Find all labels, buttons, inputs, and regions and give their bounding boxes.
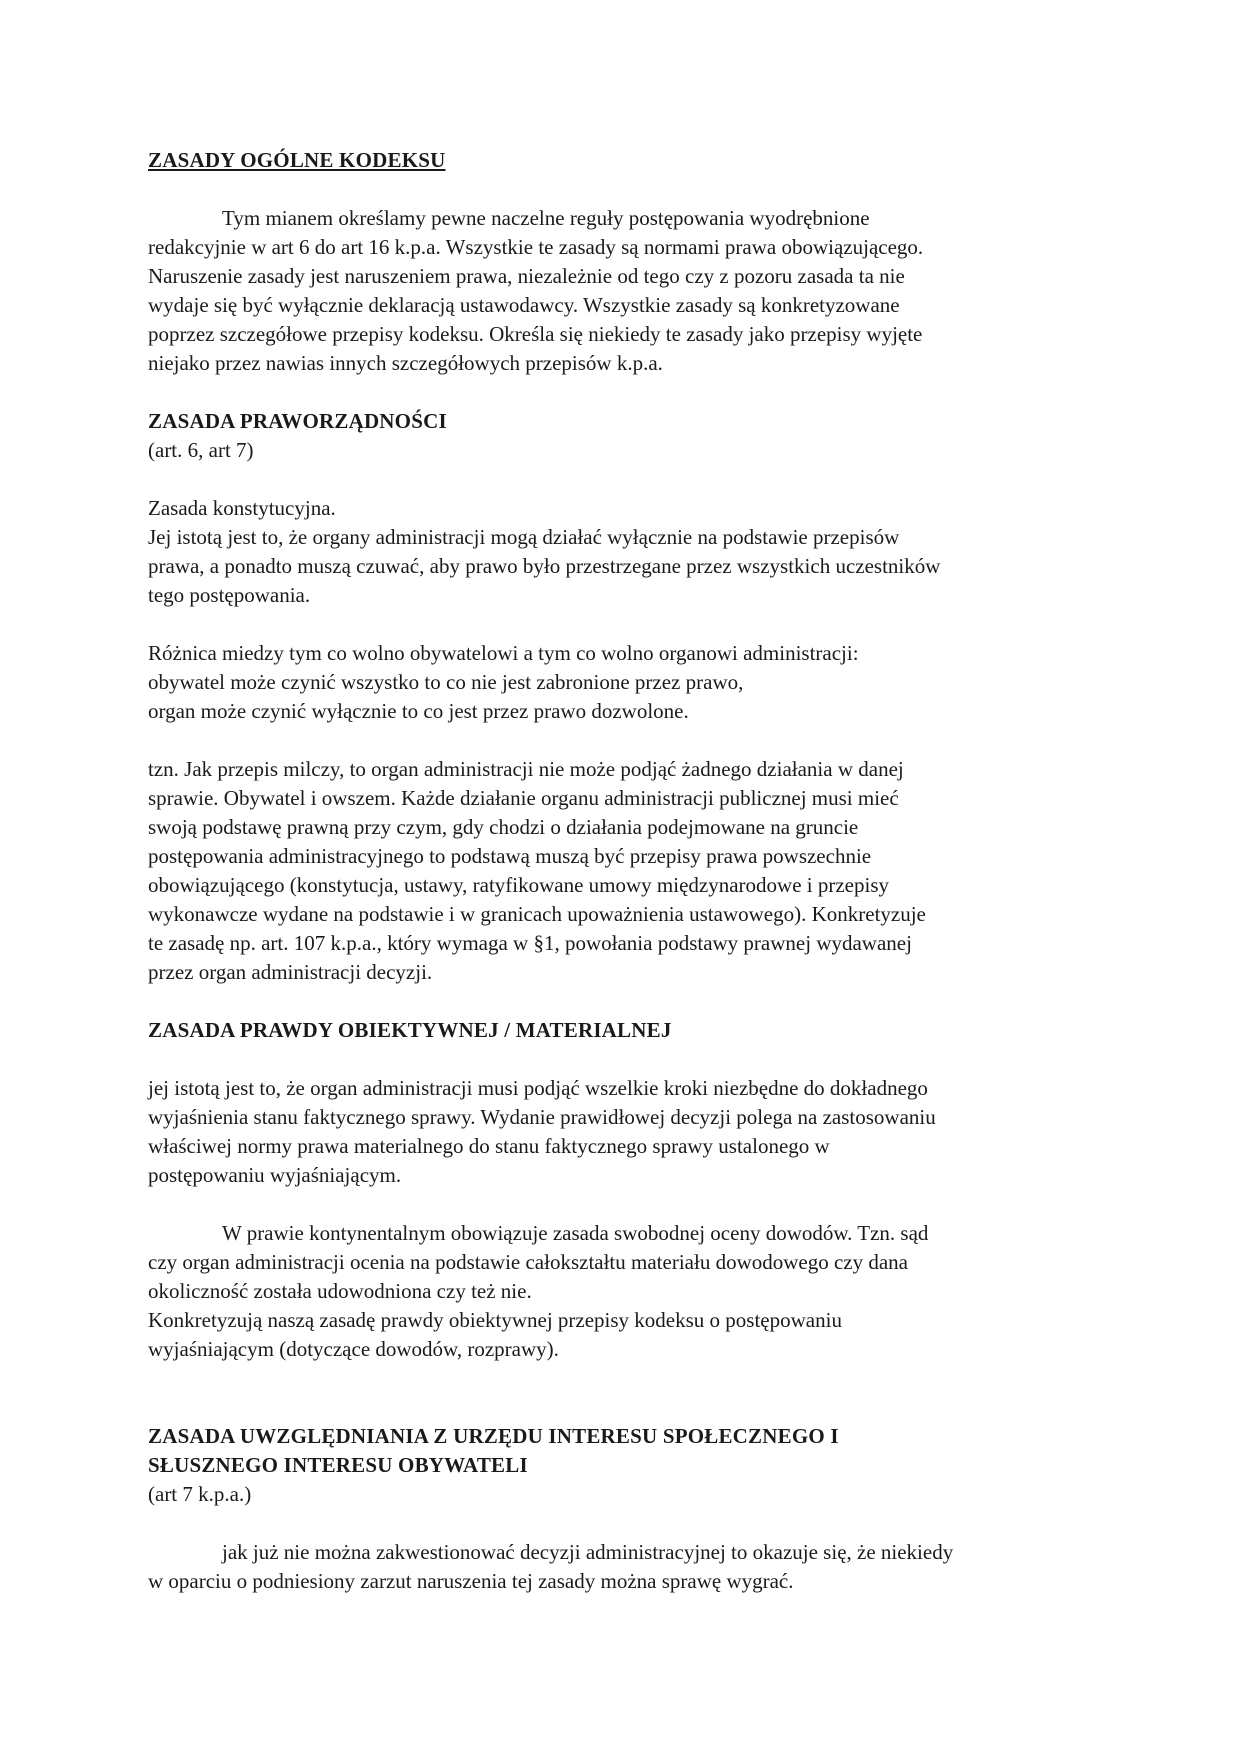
intro-line: Naruszenie zasady jest naruszeniem prawa, niezależnie od tego czy z pozoru zasada ta nie [148, 264, 905, 288]
paragraph-line: Zasada konstytucyjna. [148, 496, 336, 520]
paragraph-line: postępowaniu wyjaśniającym. [148, 1163, 402, 1187]
section-reference: (art 7 k.p.a.) [148, 1482, 252, 1506]
intro-line: redakcyjnie w art 6 do art 16 k.p.a. Wszystkie te zasady są normami prawa obowiązującego. [148, 235, 924, 259]
paragraph-line: wyjaśniającym (dotyczące dowodów, rozprawy). [148, 1337, 559, 1361]
intro-paragraph [148, 204, 1098, 378]
paragraph-line: organ może czynić wyłącznie to co jest przez prawo dozwolone. [148, 699, 689, 723]
paragraph-line: swoją podstawę prawną przy czym, gdy chodzi o działania podejmowane na gruncie [148, 815, 859, 839]
intro-line: poprzez szczegółowe przepisy kodeksu. Określa się niekiedy te zasady jako przepisy wyjęte [148, 322, 923, 346]
intro-line: Tym mianem określamy pewne naczelne reguły postępowania wyodrębnione [222, 206, 870, 230]
paragraph-line: Konkretyzują naszą zasadę prawdy obiektywnej przepisy kodeksu o postępowaniu [148, 1308, 842, 1332]
paragraph-line: okoliczność została udowodniona czy też nie. [148, 1279, 532, 1303]
document-title: ZASADY OGÓLNE KODEKSU [148, 148, 446, 172]
paragraph-line: Jej istotą jest to, że organy administracji mogą działać wyłącznie na podstawie przepisów [148, 525, 900, 549]
paragraph-line: obywatel może czynić wszystko to co nie jest zabronione przez prawo, [148, 670, 744, 694]
section-reference: (art. 6, art 7) [148, 438, 254, 462]
paragraph-line: tego postępowania. [148, 583, 311, 607]
section-prawda-obiektywna [148, 1016, 1098, 1364]
paragraph-line: jej istotą jest to, że organ administracji musi podjąć wszelkie kroki niezbędne do dokładnego [148, 1076, 928, 1100]
paragraph-line: wyjaśnienia stanu faktycznego sprawy. Wydanie prawidłowej decyzji polega na zastosowaniu [148, 1105, 936, 1129]
paragraph-line: te zasadę np. art. 107 k.p.a., który wymaga w §1, powołania podstawy prawnej wydawanej [148, 931, 912, 955]
section-heading: ZASADA PRAWORZĄDNOŚCI [148, 409, 447, 433]
paragraph-line: obowiązującego (konstytucja, ustawy, ratyfikowane umowy międzynarodowe i przepisy [148, 873, 889, 897]
section-heading: SŁUSZNEGO INTERESU OBYWATELI [148, 1453, 528, 1477]
paragraph-line: właściwej normy prawa materialnego do stanu faktycznego sprawy ustalonego w [148, 1134, 830, 1158]
paragraph-line: jak już nie można zakwestionować decyzji administracyjnej to okazuje się, że niekiedy [222, 1540, 954, 1564]
paragraph-line: wykonawcze wydane na podstawie i w granicach upoważnienia ustawowego). Konkretyzuje [148, 902, 926, 926]
paragraph-line: tzn. Jak przepis milczy, to organ administracji nie może podjąć żadnego działania w danej [148, 757, 904, 781]
section-heading: ZASADA PRAWDY OBIEKTYWNEJ / MATERIALNEJ [148, 1018, 672, 1042]
section-praworzadnosc [148, 407, 1098, 987]
paragraph-line: czy organ administracji ocenia na podstawie całokształtu materiału dowodowego czy dana [148, 1250, 908, 1274]
paragraph-line: W prawie kontynentalnym obowiązuje zasada swobodnej oceny dowodów. Tzn. sąd [222, 1221, 929, 1245]
paragraph-line: Różnica miedzy tym co wolno obywatelowi a tym co wolno organowi administracji: [148, 641, 859, 665]
section-heading: ZASADA UWZGLĘDNIANIA Z URZĘDU INTERESU SPOŁECZNEGO I [148, 1424, 839, 1448]
section-interes-spoleczny [148, 1422, 1098, 1596]
paragraph-line: przez organ administracji decyzji. [148, 960, 433, 984]
paragraph-line: prawa, a ponadto muszą czuwać, aby prawo było przestrzegane przez wszystkich uczestników [148, 554, 941, 578]
paragraph-line: postępowania administracyjnego to podstawą muszą być przepisy prawa powszechnie [148, 844, 872, 868]
document-page [148, 146, 1098, 1596]
paragraph-line: sprawie. Obywatel i owszem. Każde działanie organu administracji publicznej musi mieć [148, 786, 899, 810]
intro-line: niejako przez nawias innych szczegółowych przepisów k.p.a. [148, 351, 663, 375]
paragraph-line: w oparciu o podniesiony zarzut naruszenia tej zasady można sprawę wygrać. [148, 1569, 794, 1593]
intro-line: wydaje się być wyłącznie deklaracją ustawodawcy. Wszystkie zasady są konkretyzowane [148, 293, 900, 317]
